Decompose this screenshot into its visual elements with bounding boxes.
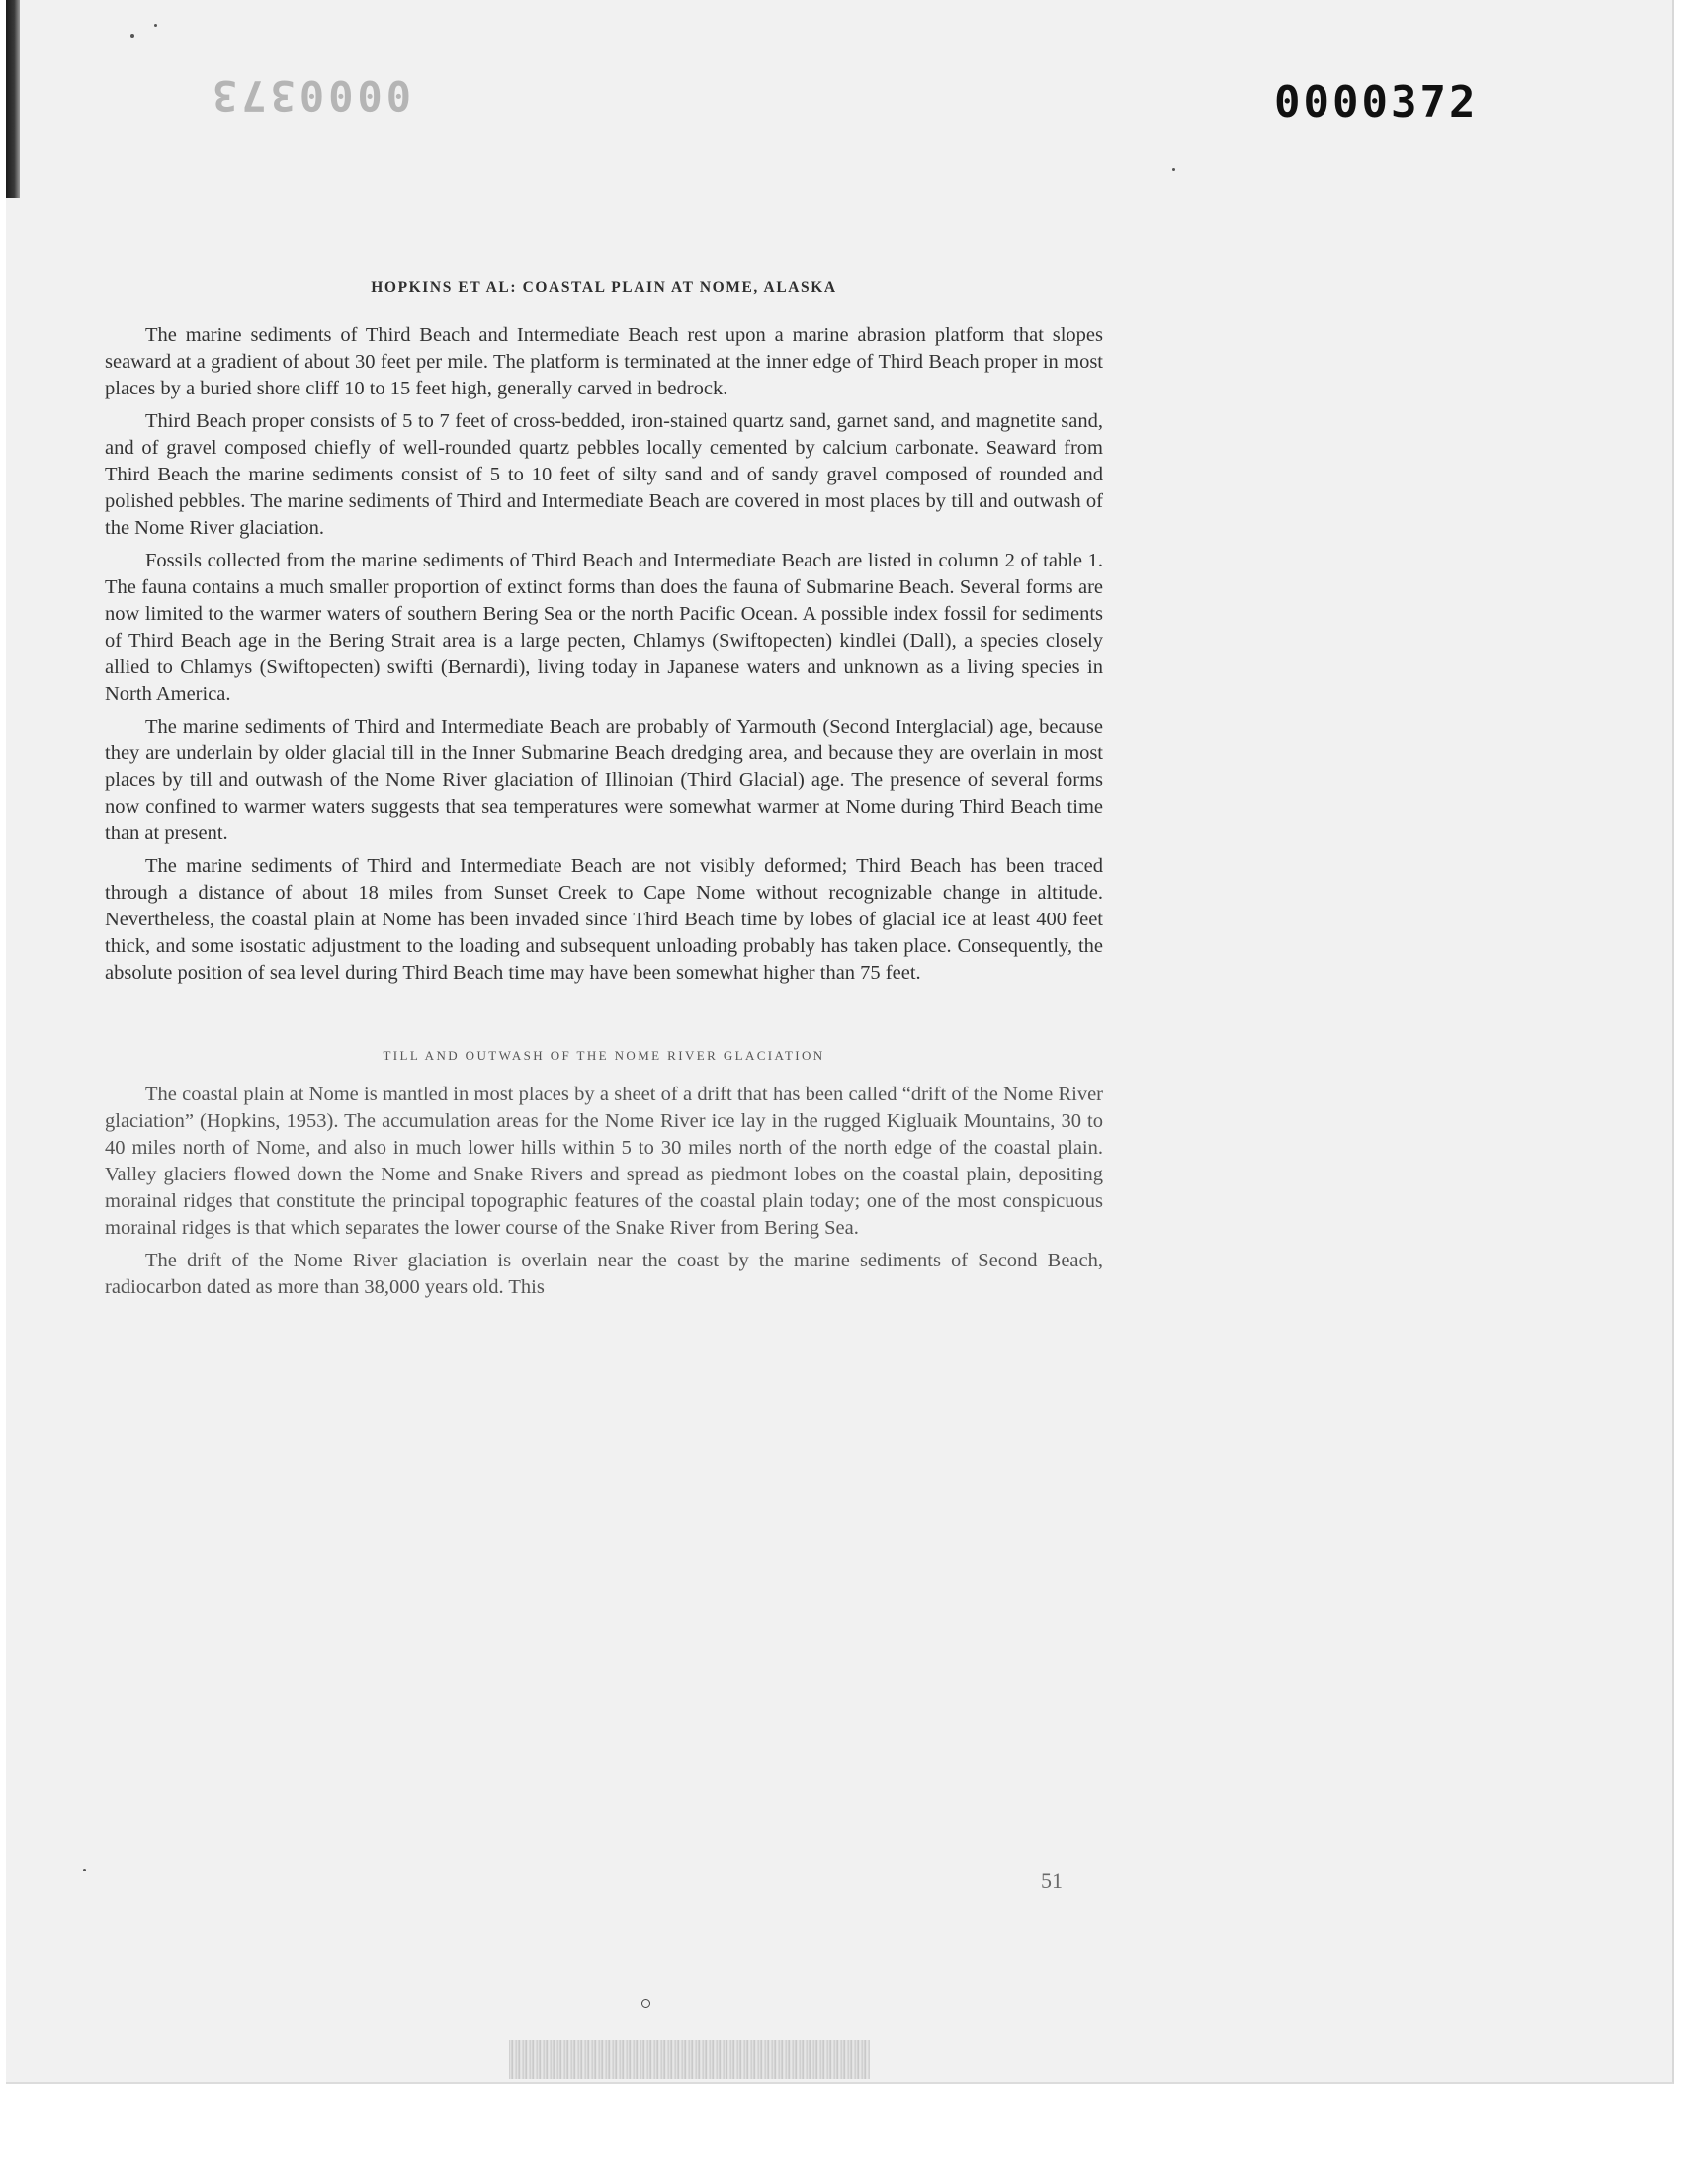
paragraph: The drift of the Nome River glaciation is overlain near the coast by the marine sediments of Second Beach, radiocarbon dated as more than 38,000 years old. This [105, 1250, 1103, 1298]
section-heading: TILL AND OUTWASH OF THE NOME RIVER GLACIATION [383, 1048, 825, 1063]
paragraph: Fossils collected from the marine sediments of Third Beach and Intermediate Beach are listed in column 2 of table 1. The fauna contains a much smaller proportion of extinct forms than does the fauna of Submarine Beach. Several forms are now limited to the warmer waters of southern Bering Sea or the north Pacific Ocean. A possible index fossil for sediments of Third Beach age in the Bering Strait area is a large pecten, Chlamys (Swiftopecten) kindlei (Dall), a species closely allied to Chlamys (Swiftopecten) swifti (Bernardi), living today in Japanese waters and unknown as a living species in North America. [105, 550, 1103, 705]
paragraph: The marine sediments of Third and Intermediate Beach are probably of Yarmouth (Second Interglacial) age, because they are underlain by older glacial till in the Inner Submarine Beach dredging area, and because they are overlain in most places by till and outwash of the Nome River glaciation of Illinoian (Third Glacial) age. The presence of several forms now confined to warmer waters suggests that sea temperatures were somewhat warmer at Nome during Third Beach time than at present. [105, 716, 1103, 844]
article-body [105, 279, 1103, 1307]
running-head: HOPKINS ET AL: COASTAL PLAIN AT NOME, ALASKA [371, 279, 837, 296]
binding-edge [6, 0, 20, 198]
paragraph: Third Beach proper consists of 5 to 7 feet of cross-bedded, iron-stained quartz sand, garnet sand, and magnetite sand, and of gravel composed chiefly of well-rounded quartz pebbles locally cemented by calcium carbonate. Seaward from Third Beach the marine sediments consist of 5 to 10 feet of silty sand and of sandy gravel composed of rounded and polished pebbles. The marine sediments of Third and Intermediate Beach are covered in most places by till and outwash of the Nome River glaciation. [105, 410, 1103, 539]
scanned-page [6, 0, 1674, 2084]
scan-speck [154, 24, 157, 27]
scan-speck [130, 34, 134, 38]
scan-speck [83, 1869, 86, 1871]
page-number: 51 [1041, 1869, 1063, 1893]
paragraph: The marine sediments of Third Beach and Intermediate Beach rest upon a marine abrasion platform that slopes seaward at a gradient of about 30 feet per mile. The platform is terminated at the inner edge of Third Beach proper in most places by a buried shore cliff 10 to 15 feet high, generally carved in bedrock. [105, 324, 1103, 399]
scanner-edge-strip [509, 2040, 870, 2079]
page-id-stamp: 0000372 [1274, 77, 1479, 128]
mirrored-bleed-through-id: 0000373 [209, 71, 412, 120]
scan-speck [1172, 168, 1175, 171]
paragraph: The coastal plain at Nome is mantled in most places by a sheet of a drift that has been called “drift of the Nome River glaciation” (Hopkins, 1953). The accumulation areas for the Nome River ice lay in the rugged Kigluaik Mountains, 30 to 40 miles north of Nome, and also in much lower hills within 5 to 30 miles north of the north edge of the coastal plain. Valley glaciers flowed down the Nome and Snake Rivers and spread as piedmont lobes on the coastal plain, depositing morainal ridges that constitute the principal topographic features of the coastal plain today; one of the most conspicuous morainal ridges is that which separates the lower course of the Snake River from Bering Sea. [105, 1084, 1103, 1239]
paragraph: The marine sediments of Third and Intermediate Beach are not visibly deformed; Third Beach has been traced through a distance of about 18 miles from Sunset Creek to Cape Nome without recognizable change in altitude. Nevertheless, the coastal plain at Nome has been invaded since Third Beach time by lobes of glacial ice at least 400 feet thick, and some isostatic adjustment to the loading and subsequent unloading probably has taken place. Consequently, the absolute position of sea level during Third Beach time may have been somewhat higher than 75 feet. [105, 855, 1103, 984]
scan-ring-mark [641, 1999, 650, 2008]
